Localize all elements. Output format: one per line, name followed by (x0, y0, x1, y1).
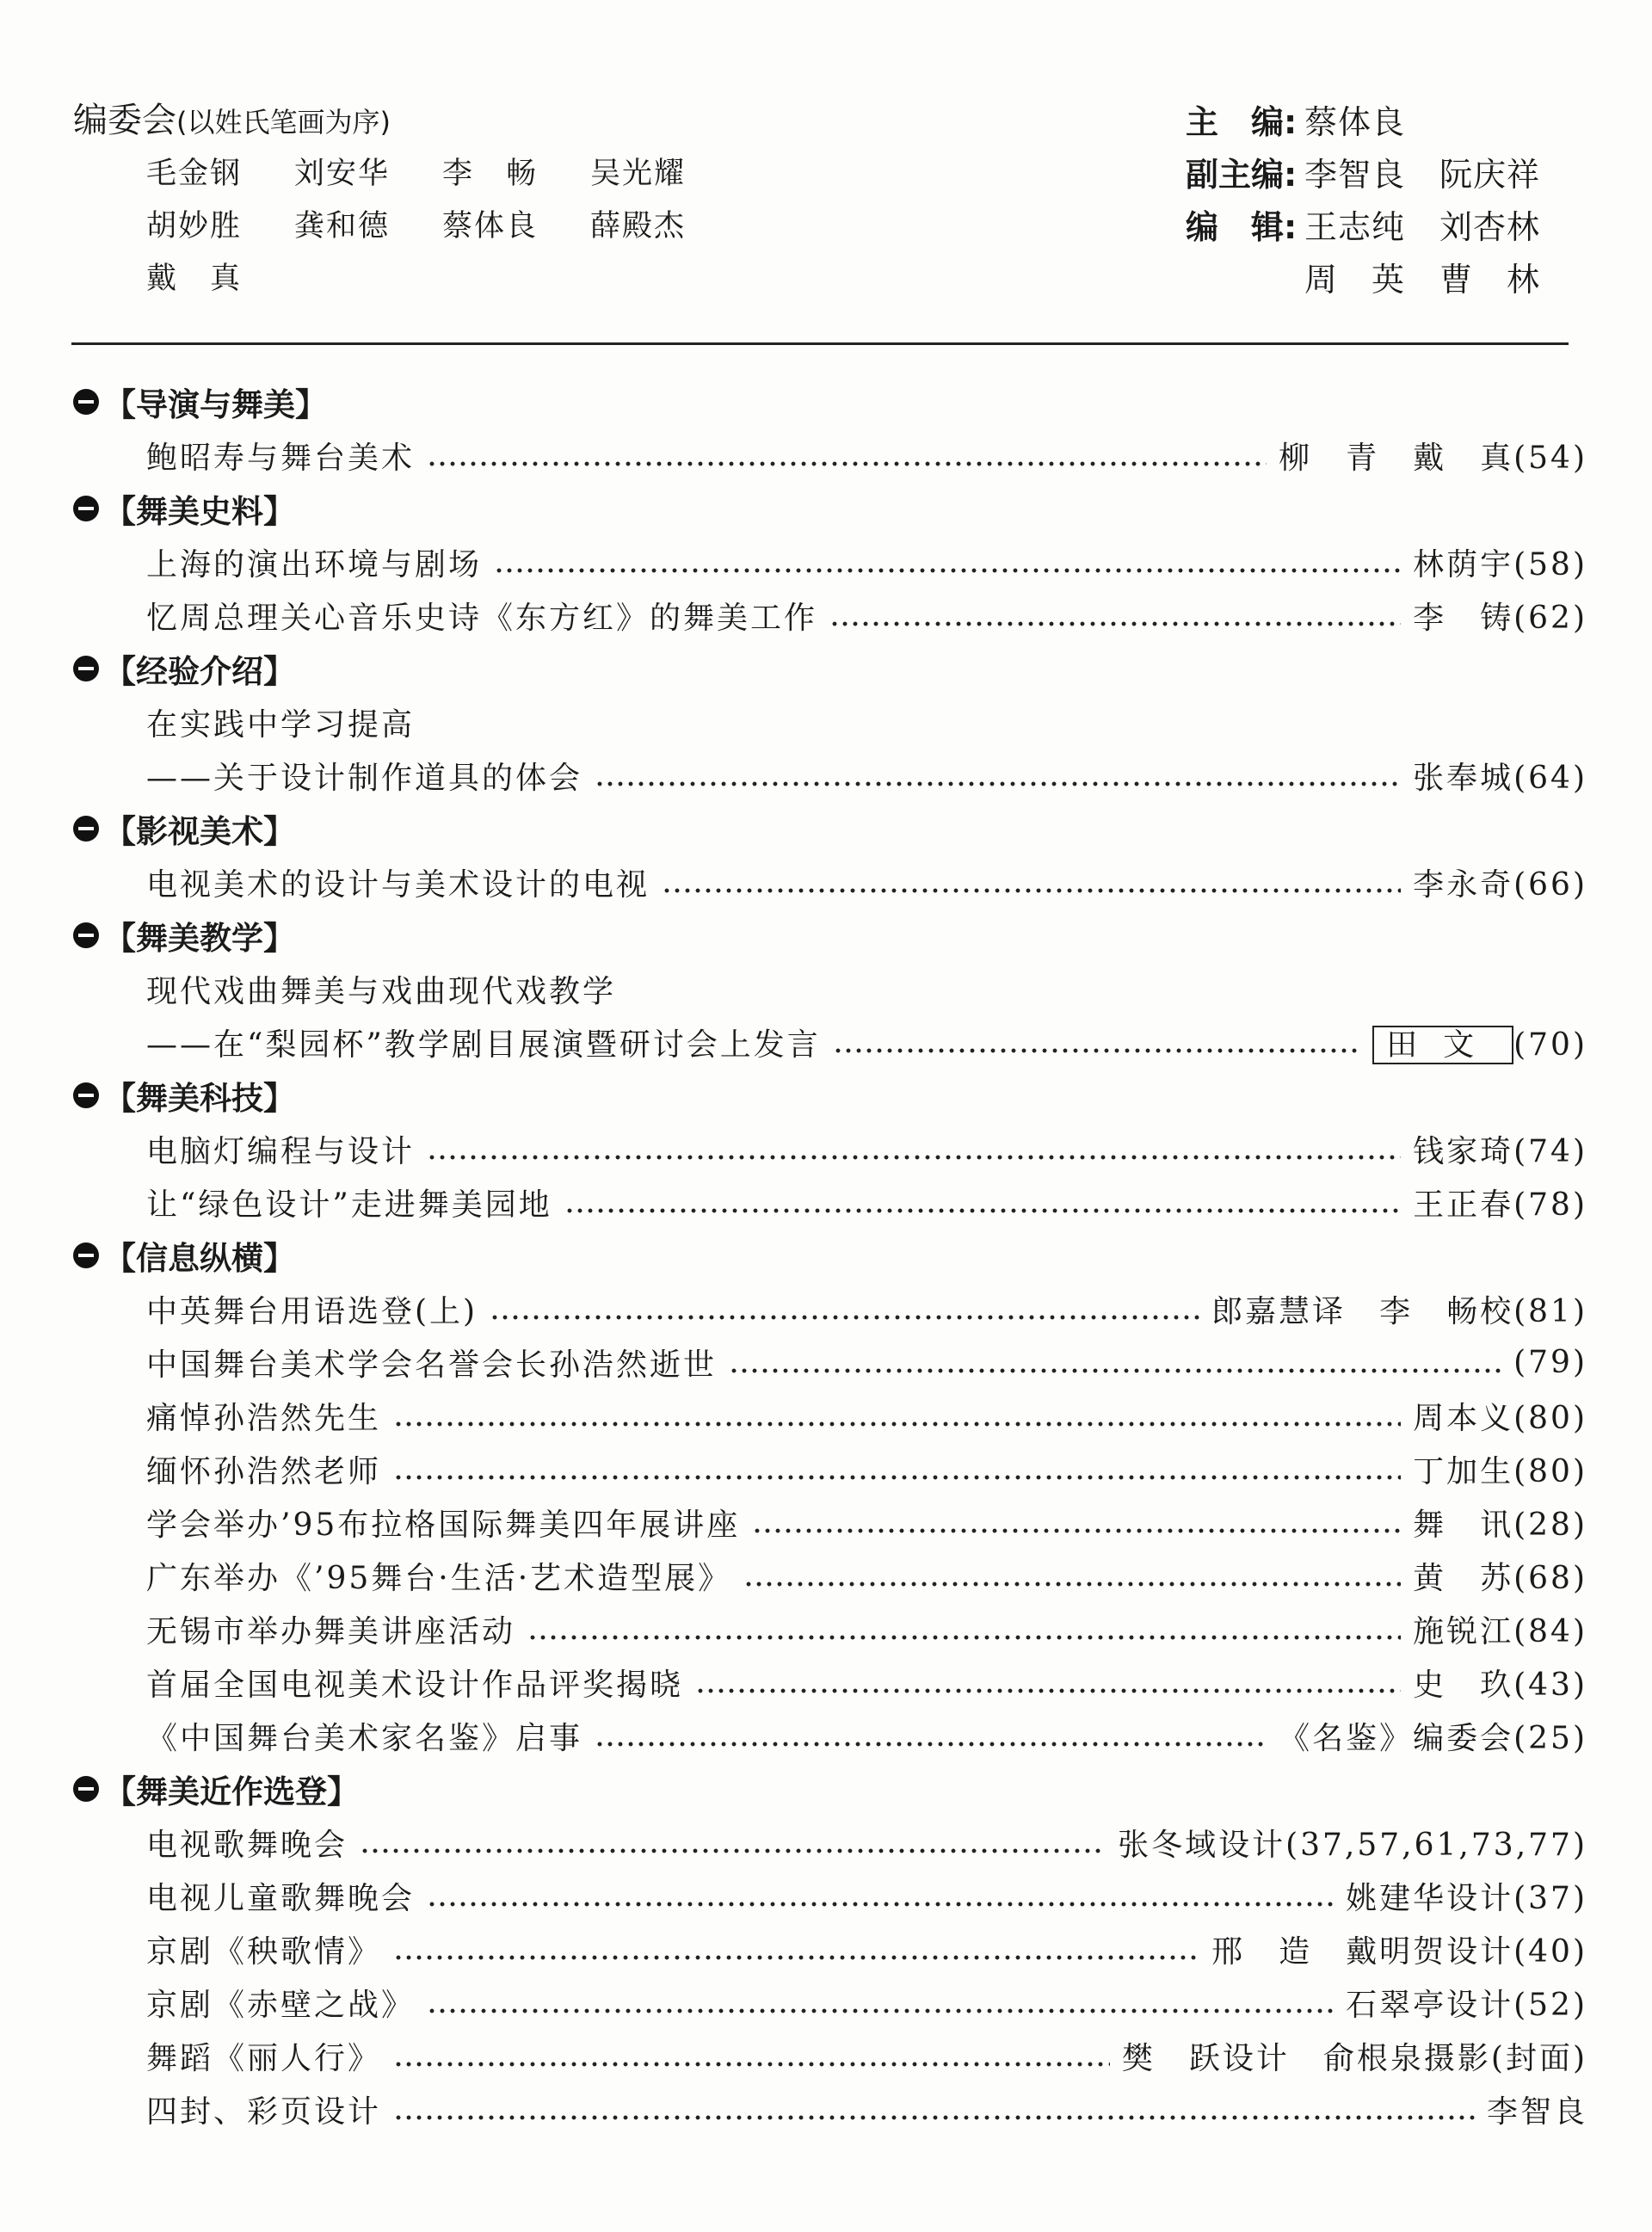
entry-title: 首届全国电视美术设计作品评奖揭晓 (146, 1667, 684, 1703)
section-heading (0, 1762, 1652, 1816)
toc-entry[interactable] (0, 749, 1587, 802)
editorial-board-members (146, 145, 738, 302)
toc-entry[interactable] (0, 1602, 1587, 1656)
dot-leader (427, 1131, 1401, 1166)
dot-leader (743, 1558, 1401, 1593)
member-row (146, 145, 738, 197)
editors-block (1186, 93, 1540, 303)
entry-author (1372, 1020, 1587, 1064)
toc-entry[interactable] (0, 1922, 1587, 1976)
dot-leader (833, 1025, 1360, 1059)
toc-entry[interactable] (0, 1442, 1587, 1495)
entry-author: 张奉城(64) (1413, 760, 1587, 796)
toc-entry[interactable] (0, 2029, 1587, 2082)
toc-entry[interactable] (0, 1816, 1587, 1869)
member-name: 戴 真 (146, 261, 243, 296)
editorial-board-heading (73, 93, 391, 142)
section-title: 【导演与舞美】 (104, 386, 327, 423)
member-row (146, 250, 738, 302)
toc-entry[interactable] (0, 962, 1587, 1015)
dot-leader (595, 758, 1401, 792)
section-heading (0, 642, 1652, 695)
section-bullet-icon (73, 1242, 99, 1268)
editor-role: 主 编: (1186, 103, 1298, 141)
editor-name: 王志纯 (1304, 208, 1406, 246)
dot-leader (695, 1665, 1401, 1699)
section-bullet-icon (73, 1082, 99, 1108)
entry-author: 李智良 (1486, 2093, 1587, 2130)
entry-author: 李永奇(66) (1413, 866, 1587, 903)
entry-title: 电视美术的设计与美术设计的电视 (146, 866, 650, 903)
member-name: 吴光耀 (590, 156, 687, 191)
entry-author: 《名鉴》编委会(25) (1279, 1720, 1587, 1756)
dot-leader (427, 1985, 1334, 2019)
toc-entry[interactable] (0, 1122, 1587, 1175)
entry-author: (79) (1513, 1344, 1587, 1380)
entry-title: ——在“梨园杯”教学剧目展演暨研讨会上发言 (146, 1027, 821, 1063)
member-name: 蔡体良 (442, 208, 539, 244)
toc-entry[interactable] (0, 589, 1587, 642)
entry-title: 电视歌舞晚会 (146, 1827, 348, 1863)
toc-entry[interactable] (0, 429, 1587, 482)
dot-leader (729, 1345, 1501, 1379)
entry-author: 张冬域设计(37,57,61,73,77) (1118, 1827, 1587, 1863)
dot-leader (427, 438, 1267, 472)
entry-author: 姚建华设计(37) (1346, 1880, 1587, 1916)
dot-leader (595, 1718, 1267, 1753)
section-bullet-icon (73, 816, 99, 842)
editor-row (1186, 198, 1540, 250)
entry-title: 京剧《秧歌情》 (146, 1933, 382, 1970)
entry-title: 学会举办’95布拉格国际舞美四年展讲座 (146, 1507, 741, 1543)
dot-leader (662, 865, 1401, 899)
section-heading (0, 482, 1652, 535)
toc-entry[interactable] (0, 1976, 1587, 2029)
toc-entry[interactable] (0, 535, 1587, 589)
member-name: 龚和德 (294, 208, 391, 244)
dot-leader (494, 545, 1401, 579)
member-row (146, 197, 738, 250)
entry-author: 林荫宇(58) (1413, 546, 1587, 583)
editor-row (1186, 250, 1540, 303)
toc-entry[interactable] (0, 1175, 1587, 1229)
entry-title: 中国舞台美术学会名誉会长孙浩然逝世 (146, 1347, 718, 1383)
section-title: 【舞美近作选登】 (104, 1773, 359, 1810)
masthead (0, 0, 1652, 353)
entry-title: 广东举办《’95舞台·生活·艺术造型展》 (146, 1560, 732, 1596)
entry-page: (70) (1513, 1027, 1587, 1063)
toc-entry[interactable] (0, 1495, 1587, 1549)
entry-title: 四封、彩页设计 (146, 2093, 382, 2130)
entry-author: 舞 讯(28) (1413, 1507, 1587, 1543)
dot-leader (829, 598, 1401, 632)
editorial-board-note: (以姓氏笔画为序) (176, 106, 391, 139)
header-divider (71, 342, 1569, 345)
entry-author: 史 玖(43) (1413, 1667, 1587, 1703)
entry-title: 鲍昭寿与舞台美术 (146, 440, 416, 476)
member-name: 李 畅 (442, 156, 539, 191)
entry-author: 施锐江(84) (1413, 1613, 1587, 1649)
toc-entry[interactable] (0, 1869, 1587, 1922)
dot-leader (427, 1878, 1334, 1913)
section-bullet-icon (73, 1776, 99, 1802)
toc-entry[interactable] (0, 1709, 1587, 1762)
section-title: 【经验介绍】 (104, 653, 295, 690)
dot-leader (527, 1612, 1401, 1646)
entry-title: 无锡市举办舞美讲座活动 (146, 1613, 516, 1649)
toc-entry[interactable] (0, 1549, 1587, 1602)
entry-author: 李 铸(62) (1413, 600, 1587, 636)
memorial-box: 田文 (1372, 1026, 1513, 1064)
editor-name: 曹 林 (1439, 261, 1541, 299)
section-bullet-icon (73, 922, 99, 948)
entry-author: 丁加生(80) (1413, 1453, 1587, 1489)
editor-name: 刘杏林 (1439, 208, 1541, 246)
section-heading (0, 1229, 1652, 1282)
toc-entry[interactable] (0, 1282, 1587, 1335)
entry-title: 《中国舞台美术家名鉴》启事 (146, 1720, 583, 1756)
toc-entry[interactable] (0, 855, 1587, 909)
editor-row (1186, 145, 1540, 198)
member-name: 毛金钢 (146, 156, 243, 191)
editor-name: 李智良 (1304, 156, 1406, 194)
entry-title: 在实践中学习提高 (146, 706, 416, 743)
toc-entry[interactable] (0, 1015, 1587, 1069)
member-name: 胡妙胜 (146, 208, 243, 244)
section-heading (0, 802, 1652, 855)
entry-title: ——关于设计制作道具的体会 (146, 760, 583, 796)
entry-author: 石翠亭设计(52) (1346, 1987, 1587, 2023)
editor-role: 副主编: (1186, 156, 1298, 194)
section-bullet-icon (73, 496, 99, 521)
entry-title: 现代戏曲舞美与戏曲现代戏教学 (146, 973, 617, 1009)
dot-leader (490, 1292, 1199, 1326)
entry-title: 电脑灯编程与设计 (146, 1133, 416, 1169)
entry-author: 周本义(80) (1413, 1400, 1587, 1436)
dot-leader (393, 1932, 1199, 1966)
entry-title: 让“绿色设计”走进舞美园地 (146, 1187, 552, 1223)
editor-name: 阮庆祥 (1439, 156, 1541, 194)
entry-author: 钱家琦(74) (1413, 1133, 1587, 1169)
entry-title: 忆周总理关心音乐史诗《东方红》的舞美工作 (146, 600, 818, 636)
member-name: 刘安华 (294, 156, 391, 191)
dot-leader (393, 2092, 1475, 2126)
section-heading (0, 909, 1652, 962)
section-bullet-icon (73, 389, 99, 415)
editor-role: 编 辑: (1186, 208, 1298, 246)
dot-leader (393, 1398, 1401, 1433)
editorial-board-title: 编委会 (73, 101, 176, 140)
editor-name: 周 英 (1304, 261, 1406, 299)
dot-leader (360, 1825, 1106, 1859)
section-bullet-icon (73, 656, 99, 681)
entry-title: 舞蹈《丽人行》 (146, 2040, 382, 2076)
entry-author: 邢 造 戴明贺设计(40) (1211, 1933, 1587, 1970)
entry-title: 中英舞台用语选登(上) (146, 1293, 478, 1329)
section-title: 【舞美史料】 (104, 493, 295, 530)
table-of-contents (0, 375, 1652, 2136)
entry-title: 缅怀孙浩然老师 (146, 1453, 382, 1489)
entry-title: 电视儿童歌舞晚会 (146, 1880, 416, 1916)
section-title: 【影视美术】 (104, 813, 295, 850)
toc-entry[interactable] (0, 1389, 1587, 1442)
editor-row (1186, 93, 1540, 145)
member-name: 薛殿杰 (590, 208, 687, 244)
entry-author: 郎嘉慧译 李 畅校(81) (1211, 1293, 1587, 1329)
dot-leader (564, 1185, 1401, 1219)
section-heading (0, 375, 1652, 429)
dot-leader (393, 2038, 1110, 2073)
section-title: 【舞美教学】 (104, 920, 295, 957)
toc-entry[interactable] (0, 695, 1587, 749)
section-heading (0, 1069, 1652, 1122)
dot-leader (752, 1505, 1401, 1539)
section-title: 【信息纵横】 (104, 1240, 295, 1277)
editor-name: 蔡体良 (1304, 103, 1406, 141)
entry-title: 京剧《赤壁之战》 (146, 1987, 416, 2023)
dot-leader (393, 1452, 1401, 1486)
toc-entry[interactable] (0, 1656, 1587, 1709)
entry-author: 黄 苏(68) (1413, 1560, 1587, 1596)
entry-title: 上海的演出环境与剧场 (146, 546, 483, 583)
entry-author: 柳 青 戴 真(54) (1279, 440, 1587, 476)
entry-author: 王正春(78) (1413, 1187, 1587, 1223)
toc-entry[interactable] (0, 2082, 1587, 2136)
toc-entry[interactable] (0, 1335, 1587, 1389)
entry-title: 痛悼孙浩然先生 (146, 1400, 382, 1436)
section-title: 【舞美科技】 (104, 1080, 295, 1117)
entry-author: 樊 跃设计 俞根泉摄影(封面) (1121, 2040, 1587, 2076)
